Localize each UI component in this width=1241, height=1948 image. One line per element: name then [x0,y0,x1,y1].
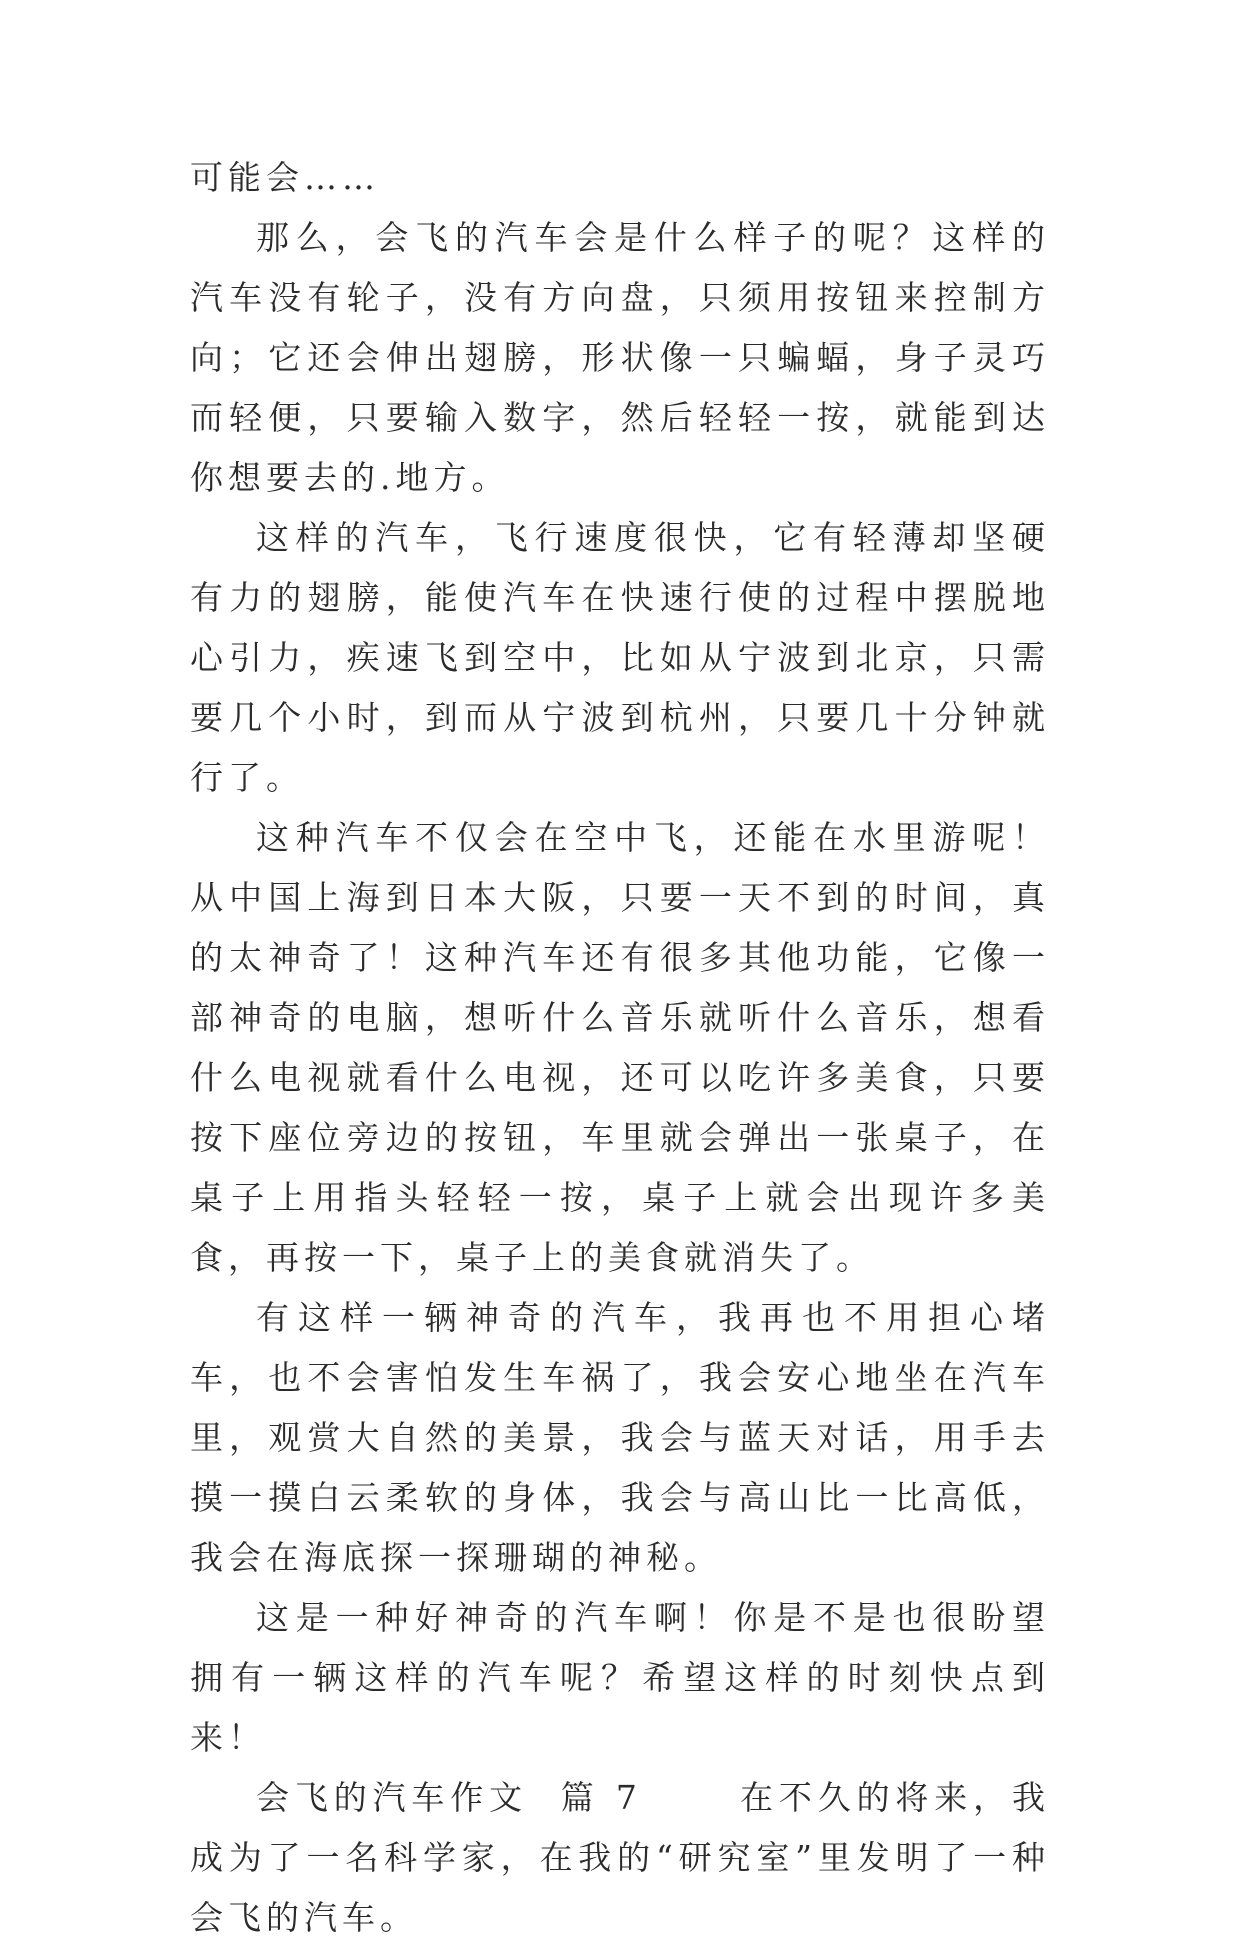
paragraph-conclusion: 这是一种好神奇的汽车啊！你是不是也很盼望拥有一辆这样的汽车呢？希望这样的时刻快点到来！ [190,1598,1050,1757]
paragraph-section-7 [190,1768,1050,1948]
paragraph-speed: 这样的汽车，飞行速度很快，它有轻薄却坚硬有力的翅膀，能使汽车在快速行使的过程中摆脱地心引力，疾速飞到空中，比如从宁波到北京，只需要几个小时，到而从宁波到杭州，只要几十分钟就行了。 [190,518,1050,797]
document-body [190,148,1050,1948]
paragraph-functions: 这种汽车不仅会在空中飞，还能在水里游呢！从中国上海到日本大阪，只要一天不到的时间，真的太神奇了！这种汽车还有很多其他功能，它像一部神奇的电脑，想听什么音乐就听什么音乐，想看什么电视就看什么电视，还可以吃许多美食，只要按下座位旁边的按钮，车里就会弹出一张桌子，在桌子上用指头轻轻一按，桌子上就会出现许多美食，再按一下，桌子上的美食就消失了。 [190,818,1050,1277]
paragraph-benefits: 有这样一辆神奇的汽车，我再也不用担心堵车，也不会害怕发生车祸了，我会安心地坐在汽车里，观赏大自然的美景，我会与蓝天对话，用手去摸一摸白云柔软的身体，我会与高山比一比高低，我会在海底探一探珊瑚的神秘。 [190,1298,1050,1577]
section-gap [642,1778,740,1817]
paragraph-appearance: 那么，会飞的汽车会是什么样子的呢？这样的汽车没有轮子，没有方向盘，只须用按钮来控制方向；它还会伸出翅膀，形状像一只蝙蝠，身子灵巧而轻便，只要输入数字，然后轻轻一按，就能到达你想要去的.地方。 [190,218,1050,497]
paragraph-continuation: 可能会…… [190,158,380,197]
section-heading: 会飞的汽车作文 篇 7 [256,1778,642,1817]
section-text: 在不久的将来，我成为了一名科学家，在我的“研究室”里发明了一种会飞的汽车。 [190,1778,1051,1937]
